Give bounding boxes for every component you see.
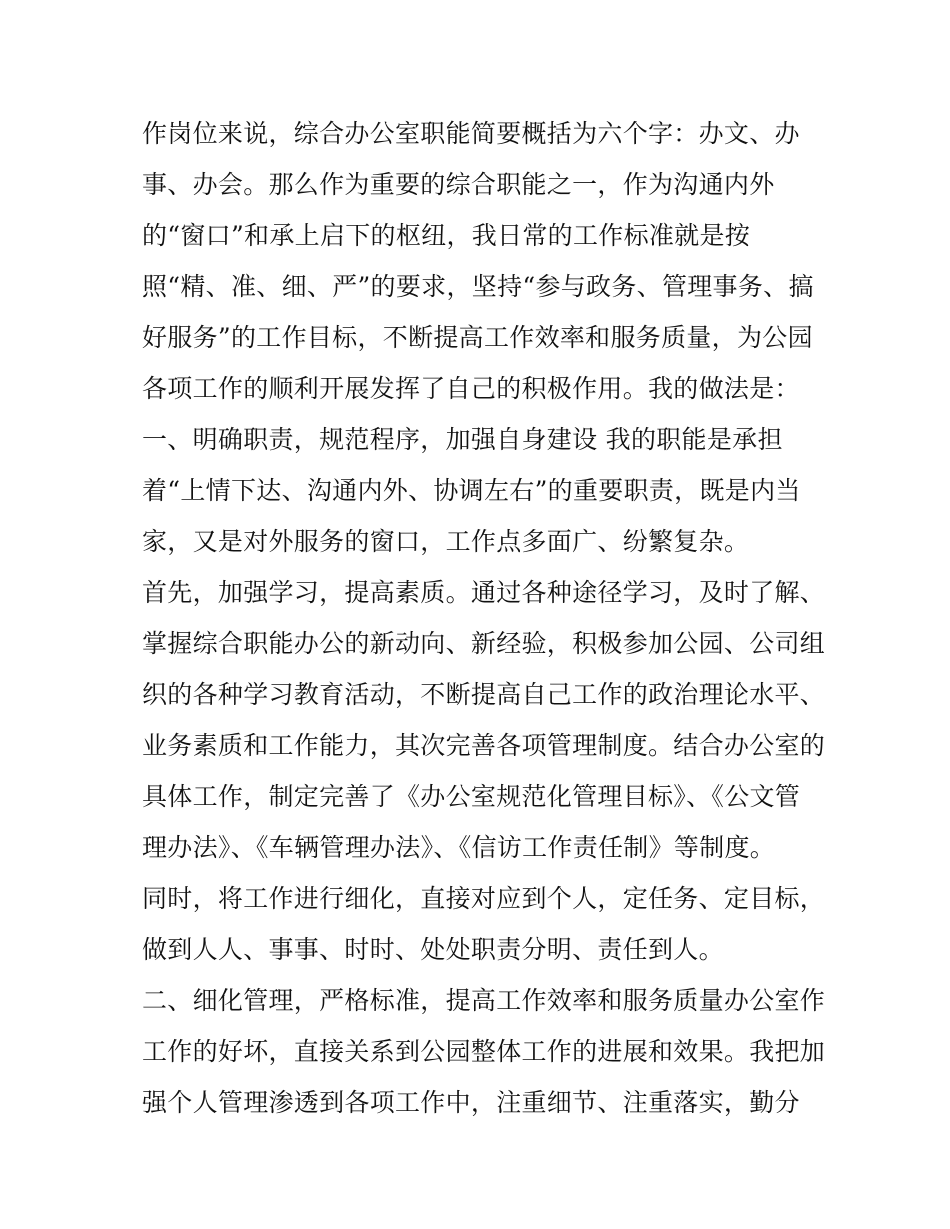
text-line: 掌握综合职能办公的新动向、新经验，积极参加公园、公司组 [142,629,826,658]
text-line: 同时，将工作进行细化，直接对应到个人，定任务、定目标， [142,884,826,913]
text-line: 一、明确职责，规范程序，加强自身建设 我的职能是承担 [142,425,783,454]
text-line: 强个人管理渗透到各项工作中，注重细节、注重落实，勤分 [142,1088,800,1117]
text-line: 家，又是对外服务的窗口，工作点多面广、纷繁复杂。 [142,527,750,556]
text-line: 照“精、准、细、严”的要求，坚持“参与政务、管理事务、搞 [142,272,814,301]
text-line: 作岗位来说，综合办公室职能简要概括为六个字：办文、办 [142,119,800,148]
text-line: 具体工作，制定完善了《办公室规范化管理目标》、《公文管 [142,782,801,811]
document-body [142,108,832,1128]
text-line: 二、细化管理，严格标准，提高工作效率和服务质量办公室作 [142,986,826,1015]
text-line: 各项工作的顺利开展发挥了自己的积极作用。我的做法是： [142,374,800,403]
text-line: 织的各种学习教育活动，不断提高自己工作的政治理论水平、 [142,680,826,709]
text-line: 做到人人、事事、时时、处处职责分明、责任到人。 [142,935,724,964]
text-line: 着“上情下达、沟通内外、协调左右”的重要职责，既是内当 [142,476,801,505]
text-line: 事、办会。那么作为重要的综合职能之一，作为沟通内外 [142,170,775,199]
text-line: 工作的好坏，直接关系到公园整体工作的进展和效果。我把加 [142,1037,826,1066]
text-line: 理办法》、《车辆管理办法》、《信访工作责任制》等制度。 [142,833,776,862]
text-line: 的“窗口”和承上启下的枢纽，我日常的工作标准就是按 [142,221,751,250]
text-line: 业务素质和工作能力，其次完善各项管理制度。结合办公室的 [142,731,826,760]
text-line: 好服务”的工作目标，不断提高工作效率和服务质量，为公园 [142,323,813,352]
text-line: 首先，加强学习，提高素质。通过各种途径学习，及时了解、 [142,578,826,607]
